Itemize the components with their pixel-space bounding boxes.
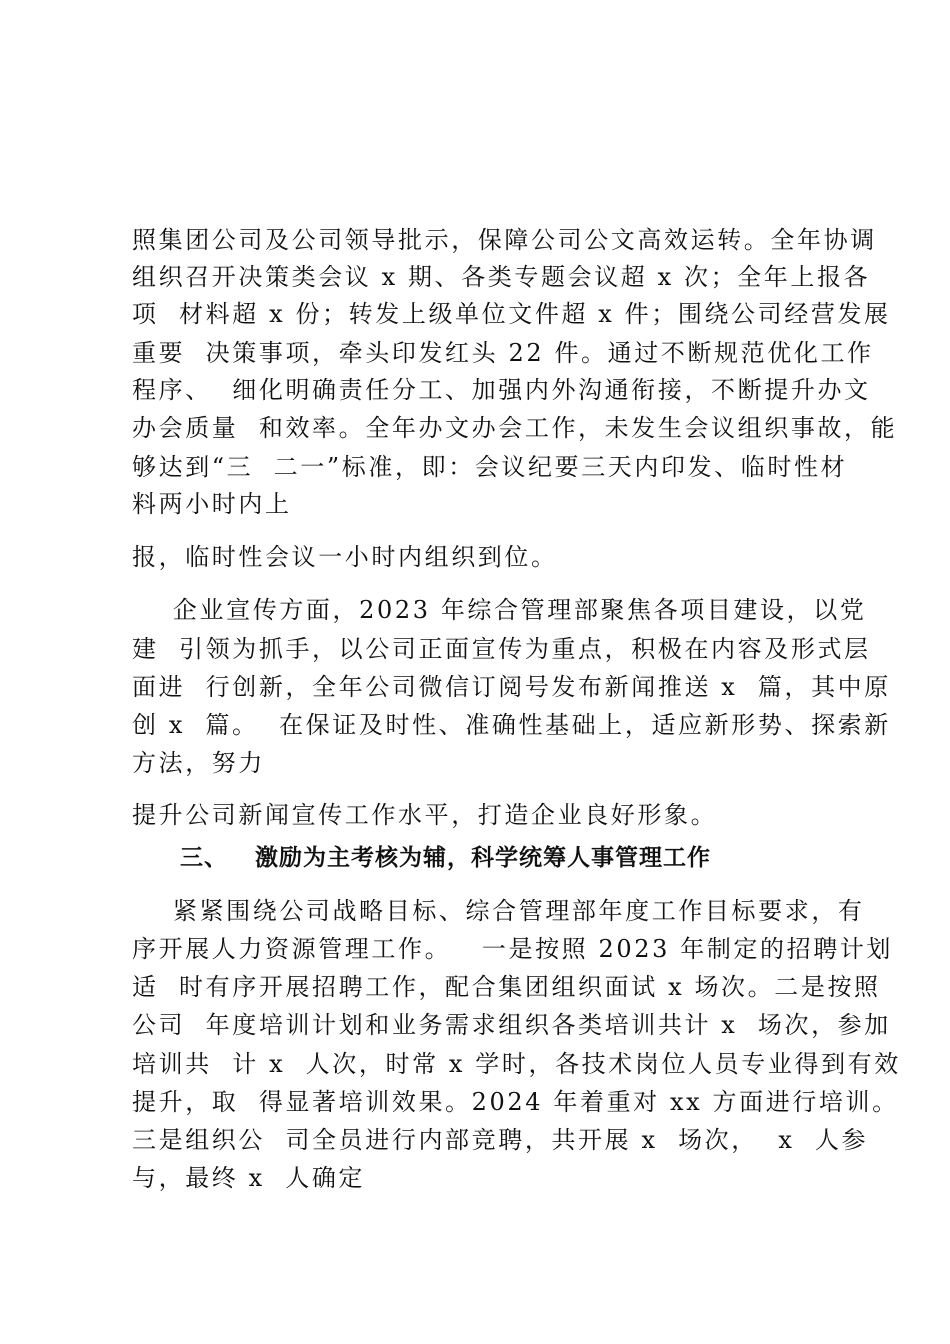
section-heading-3: 三、 激励为主考核为辅，科学统筹人事管理工作 [180, 845, 712, 871]
paragraph-1-line-2: 组织召开决策类会议 x 期、各类专题会议超 x 次；全年上报各 [132, 263, 871, 291]
paragraph-3-line-4: 公司 年度培训计划和业务需求组织各类培训共计 x 场次，参加 [132, 1011, 891, 1039]
paragraph-1-line-1: 照集团公司及公司领导批示，保障公司公文高效运转。全年协调 [132, 226, 877, 254]
paragraph-1-line-5: 程序、 细化明确责任分工、加强内外沟通衔接，不断提升办文 [132, 376, 871, 404]
paragraph-1-tail: 报，临时性会议一小时内组织到位。 [132, 543, 558, 571]
paragraph-1-line-4: 重要 决策事项，牵头印发红头 22 件。通过不断规范优化工作 [132, 339, 874, 367]
paragraph-1-line-3: 项 材料超 x 份；转发上级单位文件超 x 件；围绕公司经营发展 [132, 300, 891, 328]
paragraph-3-line-5: 培训共 计 x 人次，时常 x 学时，各技术岗位人员专业得到有效 [132, 1050, 901, 1078]
paragraph-2-line-1: 企业宣传方面，2023 年综合管理部聚焦各项目建设，以党 [132, 596, 867, 624]
paragraph-3-line-6: 提升，取 得显著培训效果。2024 年着重对 xx 方面进行培训。 [132, 1088, 899, 1116]
paragraph-1-line-6: 办会质量 和效率。全年办文办会工作，未发生会议组织事故，能 [132, 414, 898, 442]
paragraph-3-line-2: 序开展人力资源管理工作。 一是按照 2023 年制定的招聘计划 [132, 935, 894, 963]
paragraph-2-line-2: 建 引领为抓手，以公司正面宣传为重点，积极在内容及形式层 [132, 635, 871, 663]
paragraph-3-line-7: 三是组织公 司全员进行内部竞聘，共开展 x 场次， x 人参 [132, 1126, 869, 1154]
paragraph-2-line-5: 方法，努力 [132, 749, 265, 777]
paragraph-1-line-8: 料两小时内上 [132, 490, 292, 518]
paragraph-1-line-7: 够达到“三 二一”标准，即：会议纪要三天内印发、临时性材 [132, 453, 848, 481]
paragraph-2-tail: 提升公司新闻宣传工作水平，打造企业良好形象。 [132, 801, 718, 829]
paragraph-2-line-3: 面进 行创新，全年公司微信订阅号发布新闻推送 x 篇，其中原 [132, 673, 891, 701]
paragraph-3-line-3: 适 时有序开展招聘工作，配合集团组织面试 x 场次。二是按照 [132, 973, 881, 1001]
paragraph-3-line-1: 紧紧围绕公司战略目标、综合管理部年度工作目标要求，有 [132, 897, 865, 925]
paragraph-2-line-4: 创 x 篇。 在保证及时性、准确性基础上，适应新形势、探索新 [132, 711, 891, 739]
paragraph-3-line-8: 与，最终 x 人确定 [132, 1164, 366, 1192]
